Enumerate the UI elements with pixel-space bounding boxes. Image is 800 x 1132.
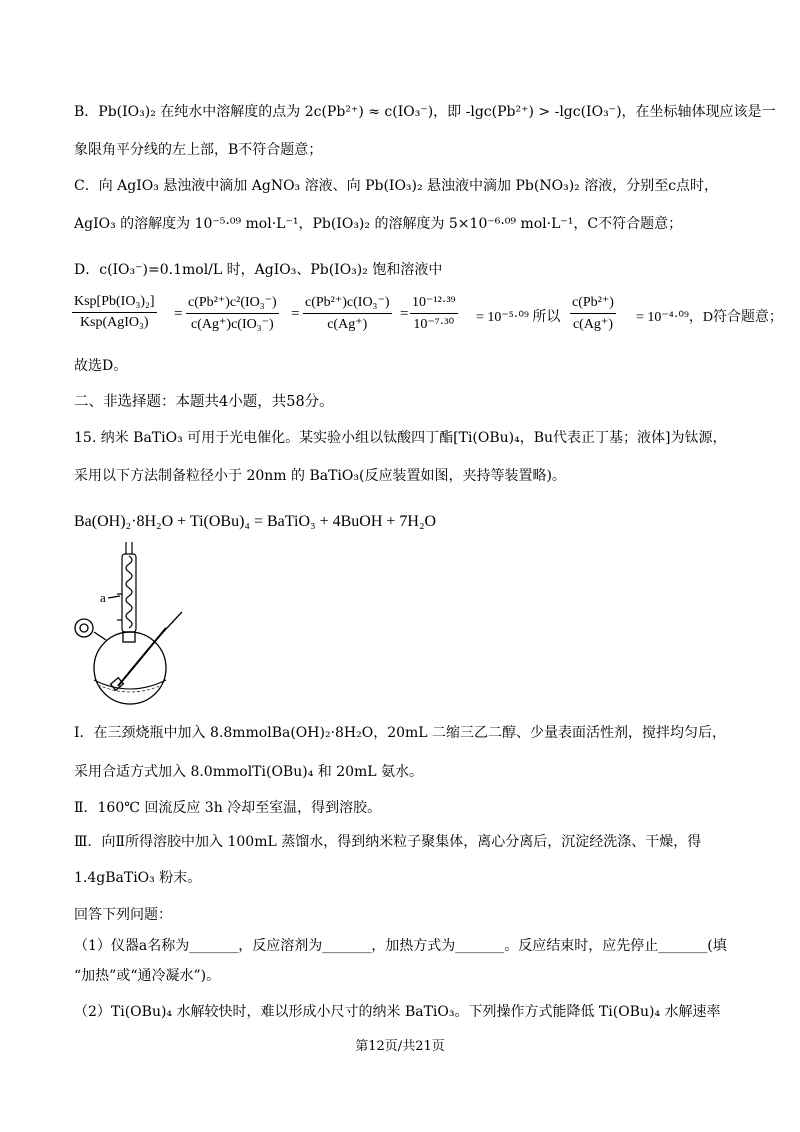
page-footer: 第12页/共21页 — [355, 1039, 445, 1054]
fraction-exponent: $\frac{\text{10⁻¹²·³⁹}}{\text{10⁻⁷·³⁰}}$ — [412, 295, 456, 332]
question-15-line2: 采用以下方法制备粒径小于 20nm 的 BaTiO₃(反应装置如图，夹持等装置略)。 — [74, 468, 566, 484]
subquestion-1-line2: “加热”或“通冷凝水”)。 — [74, 968, 221, 984]
fraction-ksp: Ksp[Pb(IO₃)₂] Ksp(AgIO₃) — [74, 294, 155, 330]
option-c-line2: AgIO₃ 的溶解度为 10⁻⁵·⁰⁹ mol·L⁻¹，Pb(IO₃)₂ 的溶解度为 5×10⁻⁶·⁰⁹ mol·L⁻¹，C不符合题意； — [74, 216, 683, 232]
step-2: Ⅱ．160℃ 回流反应 3h 冷却至室温，得到溶胶。 — [74, 800, 382, 816]
step-1-line2: 采用合适方式加入 8.0mmolTi(OBu)₄ 和 20mL 氨水。 — [74, 764, 424, 780]
equals-2: = — [291, 306, 300, 322]
apparatus-figure — [70, 540, 210, 706]
conclusion: 故选D。 — [74, 358, 128, 374]
three-neck-flask-icon — [75, 612, 182, 704]
result-2: = 10⁻⁴·⁰⁹，D符合题意； — [636, 310, 783, 325]
label-a: a — [100, 590, 106, 605]
subquestion-2: （2）Ti(OBu)₄ 水解较快时，难以形成小尺寸的纳米 BaTiO₃。下列操作方式能降低 Ti(OBu)₄ 水解速率 — [74, 1004, 721, 1020]
fraction-concentration-1: $\frac{\text{c(Pb²⁺)c²(IO₃⁻)}}{\text{c(Ag⁺)c(IO₃⁻)}}$ — [188, 295, 277, 332]
option-b-line1: B．Pb(IO₃)₂ 在纯水中溶解度的点为 2c(Pb²⁺) ≈ c(IO₃⁻)，即 -lgc(Pb²⁺) > -lgc(IO₃⁻)，在坐标轴体现应该是一 — [74, 104, 776, 120]
fraction-concentration-2: $\frac{\text{c(Pb²⁺)c(IO₃⁻)}}{c(Ag^+)}$ — [305, 295, 390, 332]
question-15-line1: 15. 纳米 BaTiO₃ 可用于光电催化。某实验小组以钛酸四丁酯[Ti(OBu)₄，Bu代表正丁基；液体]为钛源， — [74, 430, 727, 446]
result-1: = 10⁻⁵·⁰⁹ 所以 — [476, 310, 561, 325]
step-3-line2: 1.4gBaTiO₃ 粉末。 — [74, 870, 202, 886]
answer-prompt: 回答下列问题： — [74, 907, 172, 923]
fraction-ratio: $\frac{\text{c(Pb²⁺)}}{c(Ag^+)}$ — [572, 295, 614, 332]
subquestion-1-line1: （1）仪器a名称为_______，反应溶剂为_______，加热方式为_______。反应结束时，应先停止_______(填 — [74, 938, 727, 954]
step-3-line1: Ⅲ．向Ⅱ所得溶胶中加入 100mL 蒸馏水，得到纳米粒子聚集体，离心分离后，沉淀经洗涤、干燥，得 — [74, 834, 702, 850]
option-d-line1: D．c(IO₃⁻)=0.1mol/L 时，AgIO₃、Pb(IO₃)₂ 饱和溶液中 — [74, 262, 443, 278]
equals-3: = — [400, 306, 409, 322]
option-c-line1: C．向 AgIO₃ 悬浊液中滴加 AgNO₃ 溶液、向 Pb(IO₃)₂ 悬浊液中滴加 Pb(NO₃)₂ 溶液，分别至c点时， — [74, 178, 719, 194]
step-1-line1: Ⅰ．在三颈烧瓶中加入 8.8mmolBa(OH)₂·8H₂O，20mL 二缩三乙二醇、少量表面活性剂，搅拌均匀后， — [74, 725, 727, 741]
reaction-equation: Ba(OH)₂·8H₂O + Ti(OBu)₄ = BaTiO₃ + 4BuOH + 7H₂O — [74, 513, 437, 530]
section-heading: 二、非选择题：本题共4小题，共58分。 — [74, 394, 334, 410]
option-b-line2: 象限角平分线的左上部，B不符合题意； — [74, 142, 323, 158]
equals-1: = — [174, 306, 183, 322]
condenser-icon — [108, 542, 136, 632]
